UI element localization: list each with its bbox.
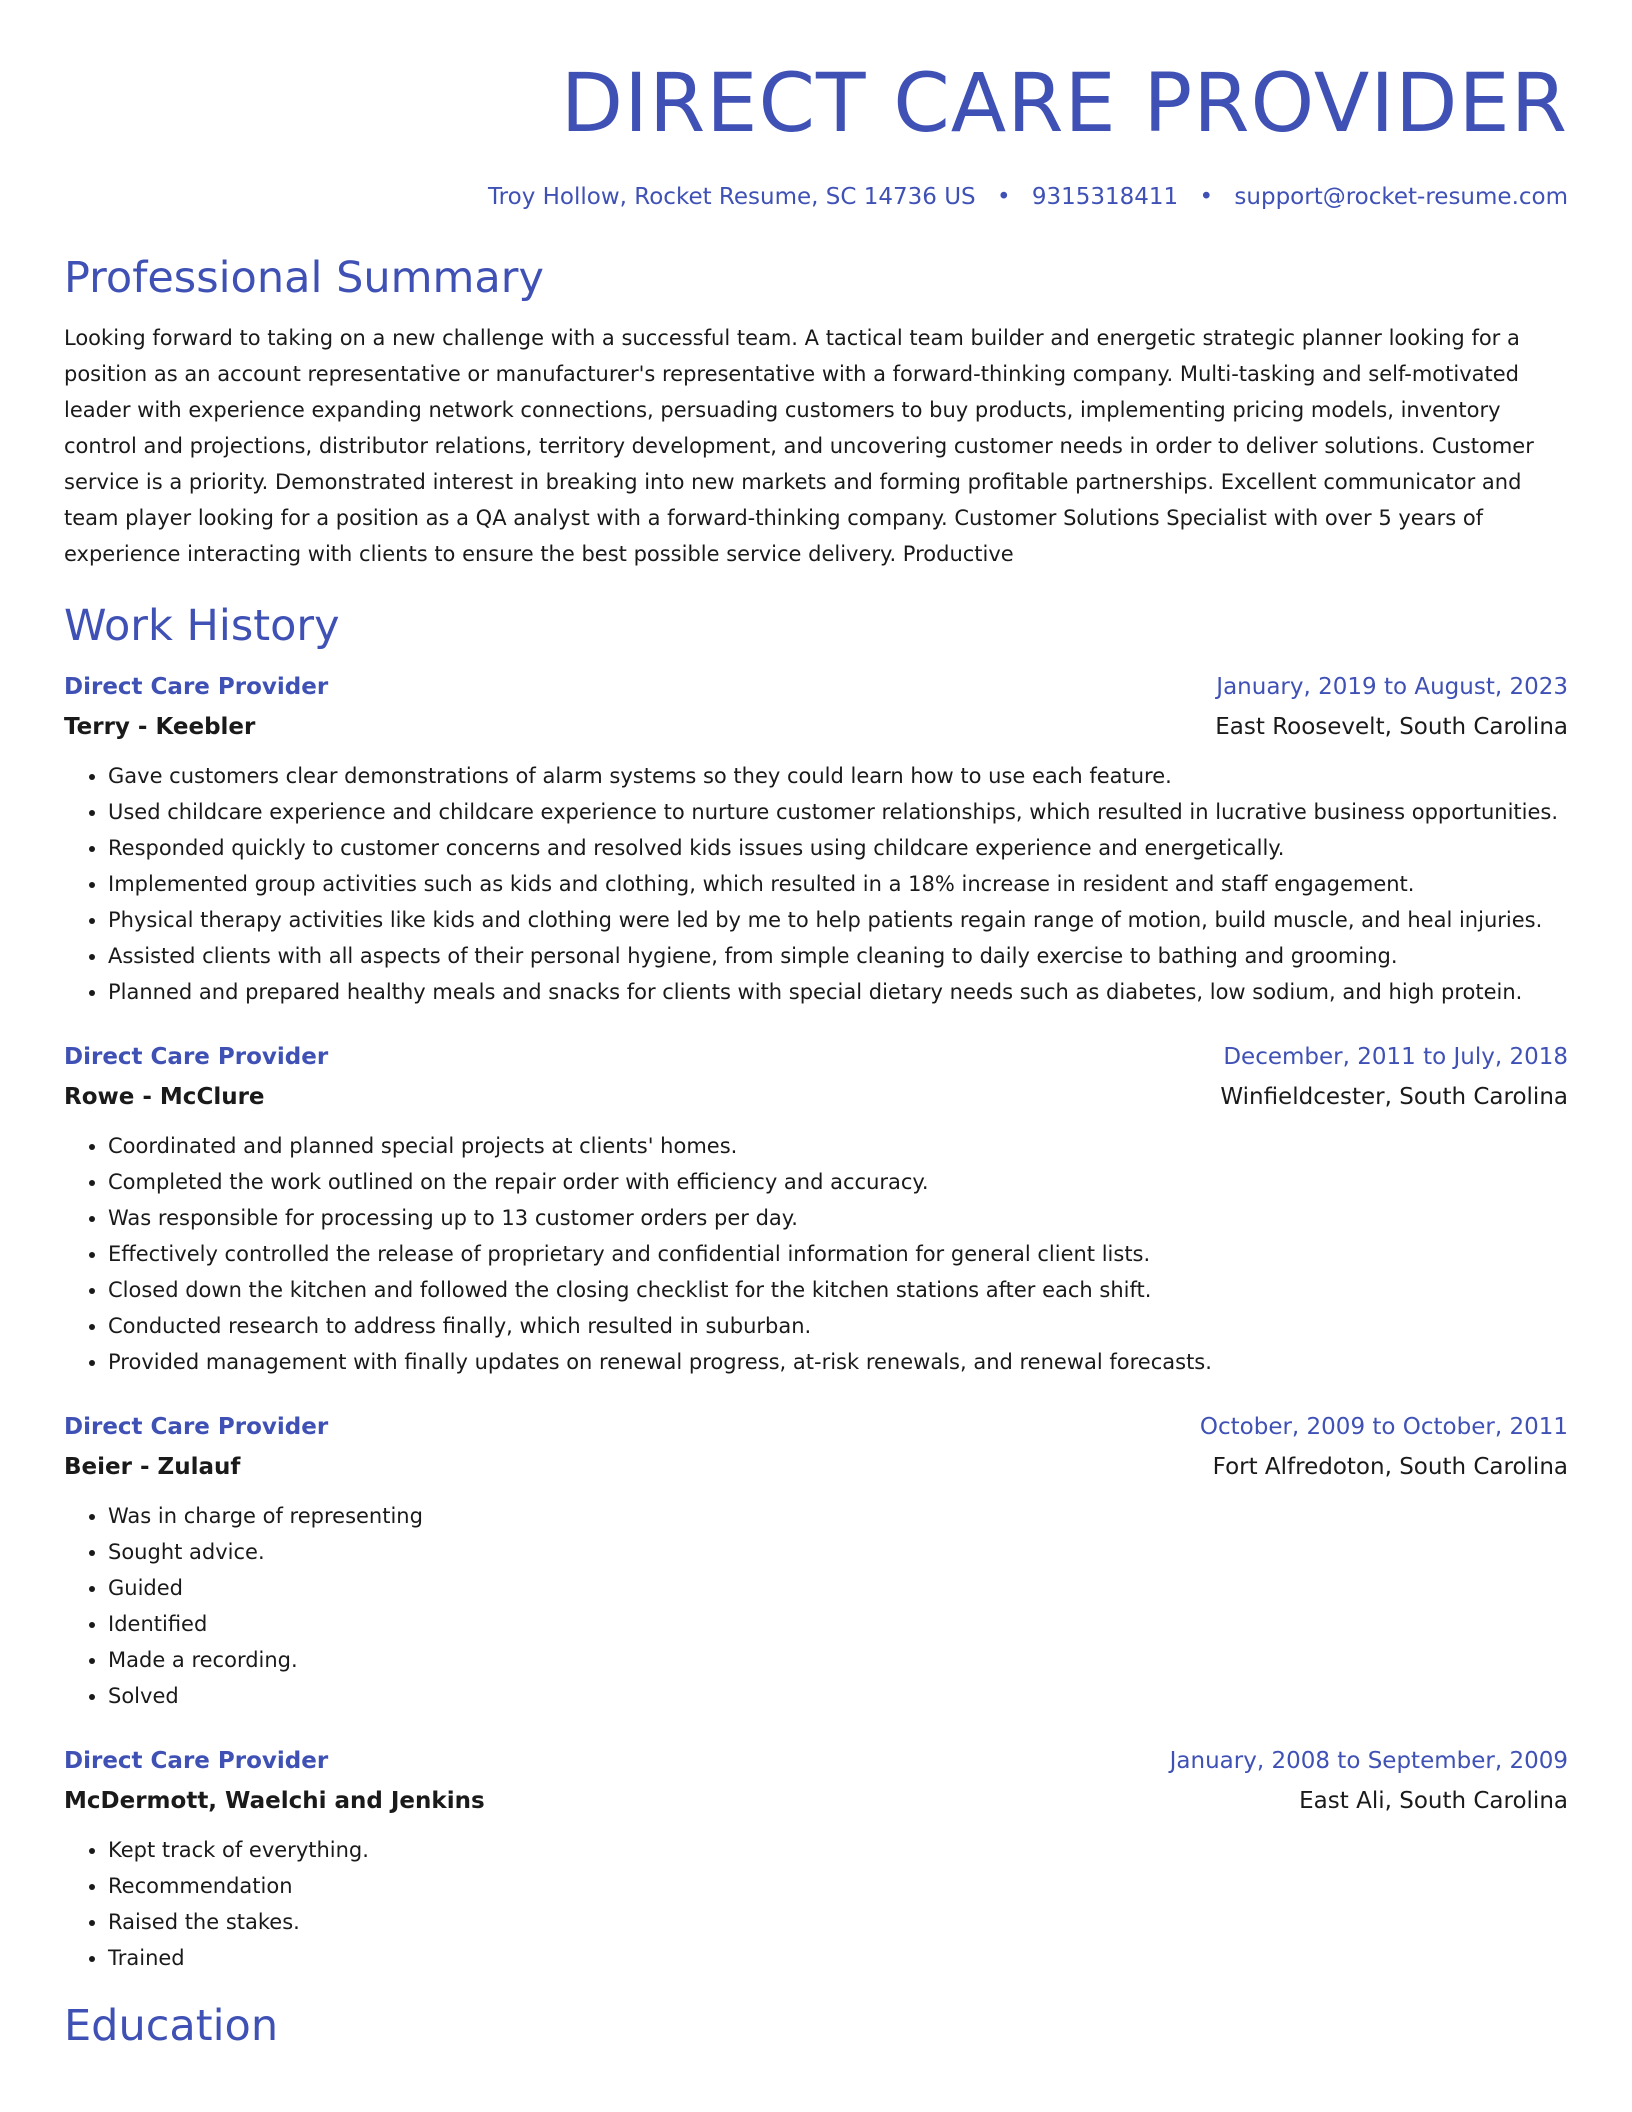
job-company: Beier - Zulauf [64,1454,241,1480]
job-entry [64,1040,1568,1380]
contact-address: Troy Hollow, Rocket Resume, SC 14736 US [488,184,976,210]
job-company: McDermott, Waelchi and Jenkins [64,1788,485,1814]
job-bullet: • Gave customers clear demonstrations of alarm systems so they could learn how to use each feature. [108,758,1568,794]
job-bullet: • Recommendation [108,1868,1568,1904]
job-bullets [64,1832,1568,1976]
job-location: Winfieldcester, South Carolina [1220,1084,1568,1110]
contact-line [64,182,1568,212]
job-role: Direct Care Provider [64,1414,329,1440]
job-bullet: • Planned and prepared healthy meals and snacks for clients with special dietary needs such as diabetes, low sodium, and high protein. [108,974,1568,1010]
contact-email: support@rocket-resume.com [1234,184,1568,210]
job-bullets [64,758,1568,1010]
job-bullet: • Provided management with finally updates on renewal progress, at-risk renewals, and renewal forecasts. [108,1344,1568,1380]
job-header-row [64,1040,1568,1074]
job-subheader-row [64,1778,1568,1818]
job-bullet: • Was responsible for processing up to 13 customer orders per day. [108,1200,1568,1236]
summary-heading: Professional Summary [64,253,544,303]
education-heading: Education [64,2001,279,2051]
job-bullet: • Kept track of everything. [108,1832,1568,1868]
job-bullet: • Raised the stakes. [108,1904,1568,1940]
job-location: East Ali, South Carolina [1299,1788,1568,1814]
job-role: Direct Care Provider [64,1044,329,1070]
job-bullet: • Conducted research to address finally, which resulted in suburban. [108,1308,1568,1344]
work-history-heading: Work History [64,601,340,651]
job-bullet: • Guided [108,1570,1568,1606]
job-subheader-row [64,1444,1568,1484]
job-bullet: • Effectively controlled the release of proprietary and confidential information for general client lists. [108,1236,1568,1272]
job-bullet: • Assisted clients with all aspects of their personal hygiene, from simple cleaning to daily exercise to bathing and grooming. [108,938,1568,974]
job-bullet: • Solved [108,1678,1568,1714]
job-bullets [64,1498,1568,1714]
job-header-row [64,1744,1568,1778]
contact-separator: • [996,184,1011,210]
job-location: Fort Alfredoton, South Carolina [1212,1454,1568,1480]
job-bullet: • Made a recording. [108,1642,1568,1678]
job-header-row [64,1410,1568,1444]
job-role: Direct Care Provider [64,674,329,700]
job-header-row [64,670,1568,704]
job-bullet: • Sought advice. [108,1534,1568,1570]
contact-separator: • [1199,184,1214,210]
job-bullet: • Implemented group activities such as kids and clothing, which resulted in a 18% increase in resident and staff engagement. [108,866,1568,902]
job-bullet: • Was in charge of representing [108,1498,1568,1534]
job-company: Rowe - McClure [64,1084,265,1110]
job-bullet: • Closed down the kitchen and followed the closing checklist for the kitchen stations after each shift. [108,1272,1568,1308]
job-bullet: • Completed the work outlined on the repair order with efficiency and accuracy. [108,1164,1568,1200]
job-bullet: • Responded quickly to customer concerns and resolved kids issues using childcare experience and energetically. [108,830,1568,866]
job-entry [64,670,1568,1010]
job-bullets [64,1128,1568,1380]
job-subheader-row [64,1074,1568,1114]
job-bullet: • Coordinated and planned special projects at clients' homes. [108,1128,1568,1164]
job-role: Direct Care Provider [64,1748,329,1774]
job-bullet: • Used childcare experience and childcare experience to nurture customer relationships, which resulted in lucrative business opportunities. [108,794,1568,830]
job-dates: January, 2019 to August, 2023 [1216,674,1568,700]
job-dates: October, 2009 to October, 2011 [1199,1414,1568,1440]
job-location: East Roosevelt, South Carolina [1215,714,1568,740]
job-dates: January, 2008 to September, 2009 [1169,1748,1568,1774]
job-dates: December, 2011 to July, 2018 [1223,1044,1568,1070]
contact-phone: 9315318411 [1031,184,1179,210]
job-bullet: • Identified [108,1606,1568,1642]
summary-text: Looking forward to taking on a new challenge with a successful team. A tactical team builder and energetic strategic planner looking for a position as an account representative or manufacturer's representative with a forward-thinking company. Multi-tasking and self-motivated leader with experience expanding network connections, persuading customers to buy products, implementing pricing models, inventory control and projections, distributor relations, territory development, and uncovering customer needs in order to deliver solutions. Customer service is a priority. Demonstrated interest in breaking into new markets and forming profitable partnerships. Excellent communicator and team player looking for a position as a QA analyst with a forward-thinking company. Customer Solutions Specialist with over 5 years of experience interacting with clients to ensure the best possible service delivery. Productive [64,326,1534,566]
job-bullet: • Physical therapy activities like kids and clothing were led by me to help patients regain range of motion, build muscle, and heal injuries. [108,902,1568,938]
page-title: DIRECT CARE PROVIDER [560,57,1568,151]
job-entry [64,1744,1568,1976]
job-bullet: • Trained [108,1940,1568,1976]
job-company: Terry - Keebler [64,714,256,740]
job-entry [64,1410,1568,1714]
job-subheader-row [64,704,1568,744]
